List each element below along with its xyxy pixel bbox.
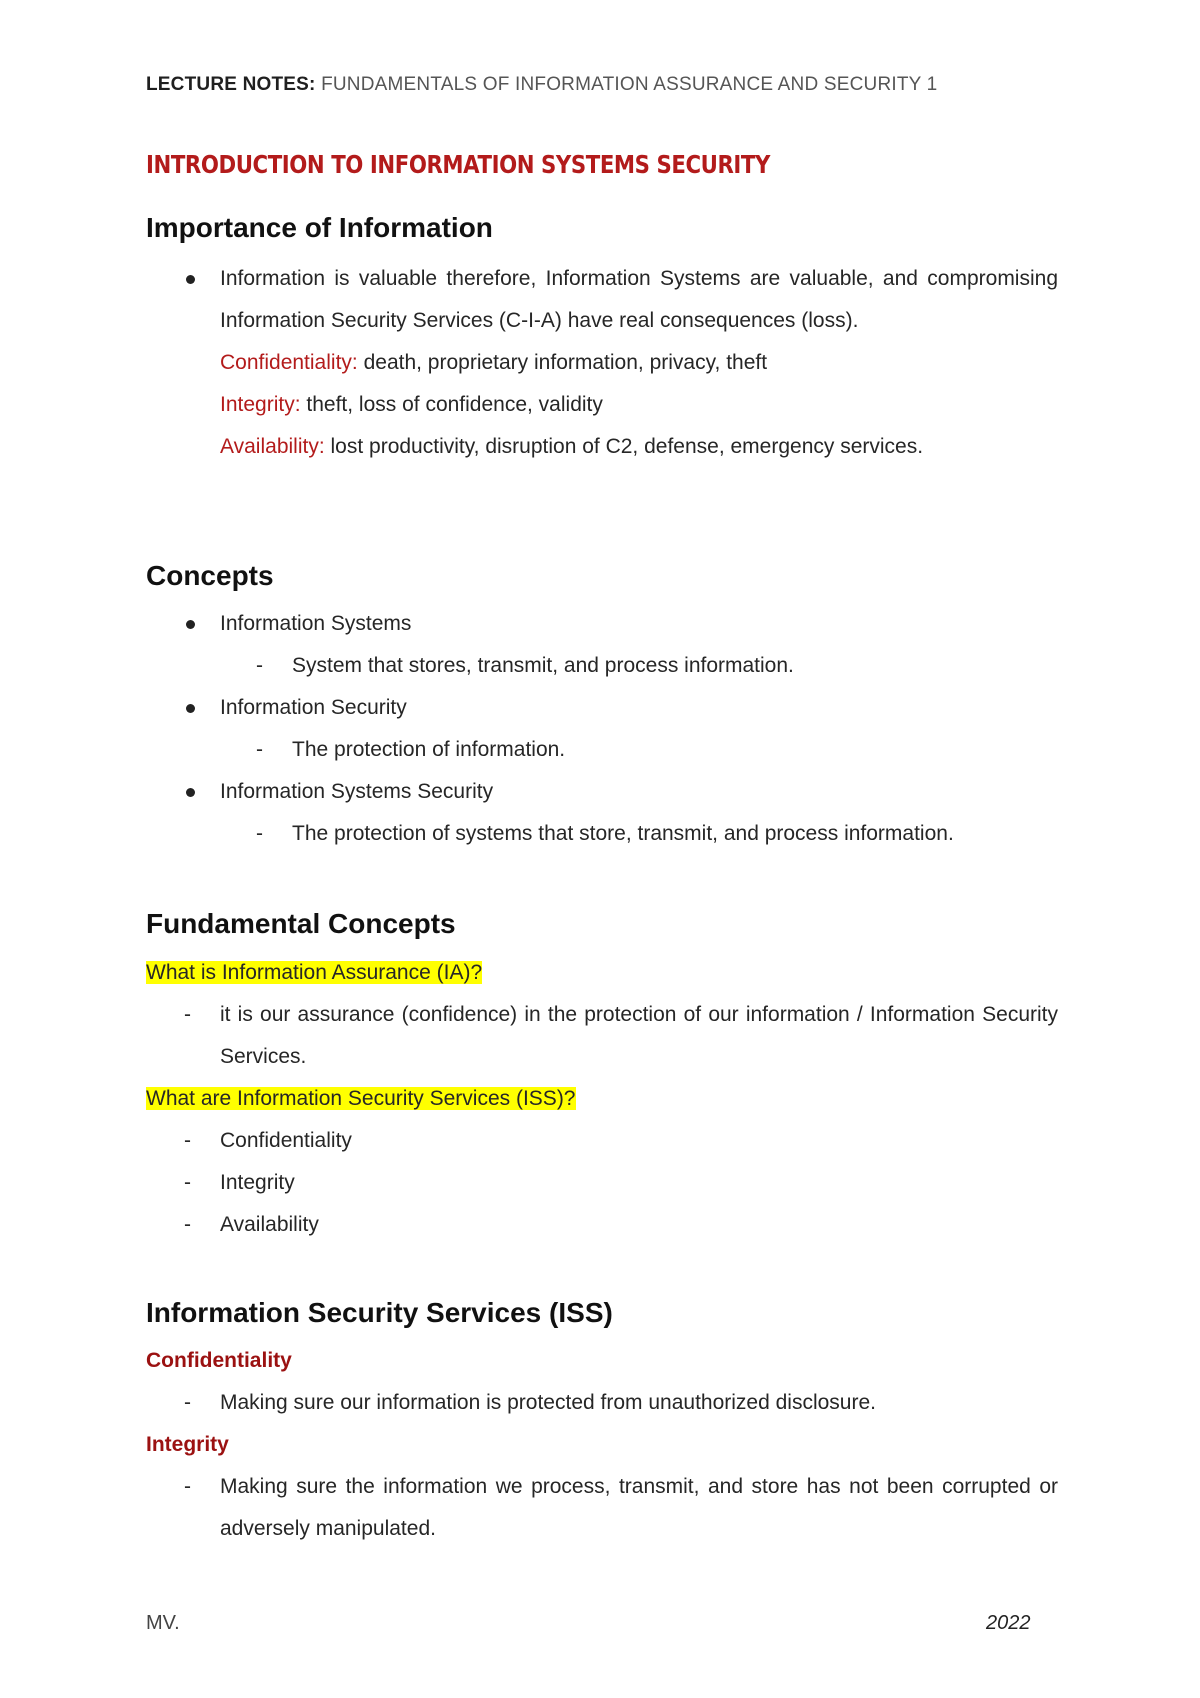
list-item <box>146 771 1058 813</box>
header-course: FUNDAMENTALS OF INFORMATION ASSURANCE AND SECURITY 1 <box>321 74 938 95</box>
concept-title: Information Security <box>220 696 407 719</box>
iss-detail: Making sure the information we process, transmit, and store has not been corrupted or adversely manipulated. <box>220 1475 1058 1540</box>
dash-icon: - <box>256 654 263 677</box>
heading-fundamental: Fundamental Concepts <box>146 908 456 939</box>
answer-ia: it is our assurance (confidence) in the protection of our information / Information Security Services. <box>220 1003 1058 1068</box>
concept-detail: The protection of information. <box>292 738 566 761</box>
section-title: INTRODUCTION TO INFORMATION SYSTEMS SECURITY <box>146 150 770 179</box>
concept-detail: The protection of systems that store, transmit, and process information. <box>292 822 954 845</box>
dash-icon: - <box>256 822 263 845</box>
list-item <box>146 1204 1058 1246</box>
iss-detail: Making sure our information is protected from unauthorized disclosure. <box>220 1391 876 1414</box>
cia-text: lost productivity, disruption of C2, defense, emergency services. <box>324 435 924 458</box>
list-item <box>146 645 1058 687</box>
dash-icon: - <box>184 1213 191 1236</box>
dash-icon: - <box>184 1475 191 1498</box>
heading-importance: Importance of Information <box>146 212 493 243</box>
concept-detail: System that stores, transmit, and process information. <box>292 654 794 677</box>
page-header <box>146 74 937 96</box>
cia-line-integrity <box>146 384 1058 426</box>
dash-icon: - <box>184 1171 191 1194</box>
list-item <box>146 994 1058 1078</box>
concept-title: Information Systems <box>220 612 412 635</box>
service-item: Availability <box>220 1213 319 1236</box>
concept-title: Information Systems Security <box>220 780 494 803</box>
iss-title-confidentiality <box>146 1340 1058 1382</box>
cia-label: Availability: <box>220 435 325 458</box>
iss-title-integrity <box>146 1424 1058 1466</box>
cia-label: Integrity: <box>220 393 301 416</box>
list-item <box>146 729 1058 771</box>
list-item <box>146 813 1058 855</box>
iss-title: Integrity <box>146 1433 229 1456</box>
importance-bullet-text: Information is valuable therefore, Information Systems are valuable, and compromising Information Security Services (C-I-A) have real consequences (loss). <box>220 267 1058 332</box>
bullet-icon <box>186 788 195 797</box>
cia-label: Confidentiality: <box>220 351 358 374</box>
cia-text: theft, loss of confidence, validity <box>300 393 603 416</box>
list-item <box>146 1120 1058 1162</box>
bullet-icon <box>186 275 195 284</box>
question-ia <box>146 952 1058 994</box>
dash-icon: - <box>184 1129 191 1152</box>
list-item <box>146 1382 1058 1424</box>
dash-icon: - <box>256 738 263 761</box>
dash-icon: - <box>184 1003 191 1026</box>
footer-year: 2022 <box>986 1612 1031 1634</box>
list-item <box>146 687 1058 729</box>
list-item <box>146 603 1058 645</box>
heading-concepts: Concepts <box>146 560 274 591</box>
bullet-icon <box>186 620 195 629</box>
heading-iss: Information Security Services (ISS) <box>146 1297 613 1328</box>
header-label: LECTURE NOTES: <box>146 74 316 95</box>
list-item <box>146 258 1058 342</box>
cia-line-confidentiality <box>146 342 1058 384</box>
bullet-icon <box>186 704 195 713</box>
question-iss <box>146 1078 1058 1120</box>
list-item <box>146 1466 1058 1550</box>
concepts-block <box>146 603 1058 855</box>
highlighted-question: What is Information Assurance (IA)? <box>146 961 483 984</box>
fundamental-block <box>146 952 1058 1246</box>
importance-block <box>146 258 1058 468</box>
footer-author: MV. <box>146 1612 180 1634</box>
highlighted-question: What are Information Security Services (ISS)? <box>146 1087 576 1110</box>
cia-line-availability <box>146 426 1058 468</box>
dash-icon: - <box>184 1391 191 1414</box>
iss-title: Confidentiality <box>146 1349 292 1372</box>
service-item: Confidentiality <box>220 1129 352 1152</box>
list-item <box>146 1162 1058 1204</box>
iss-block <box>146 1340 1058 1550</box>
service-item: Integrity <box>220 1171 295 1194</box>
cia-text: death, proprietary information, privacy, theft <box>357 351 768 374</box>
